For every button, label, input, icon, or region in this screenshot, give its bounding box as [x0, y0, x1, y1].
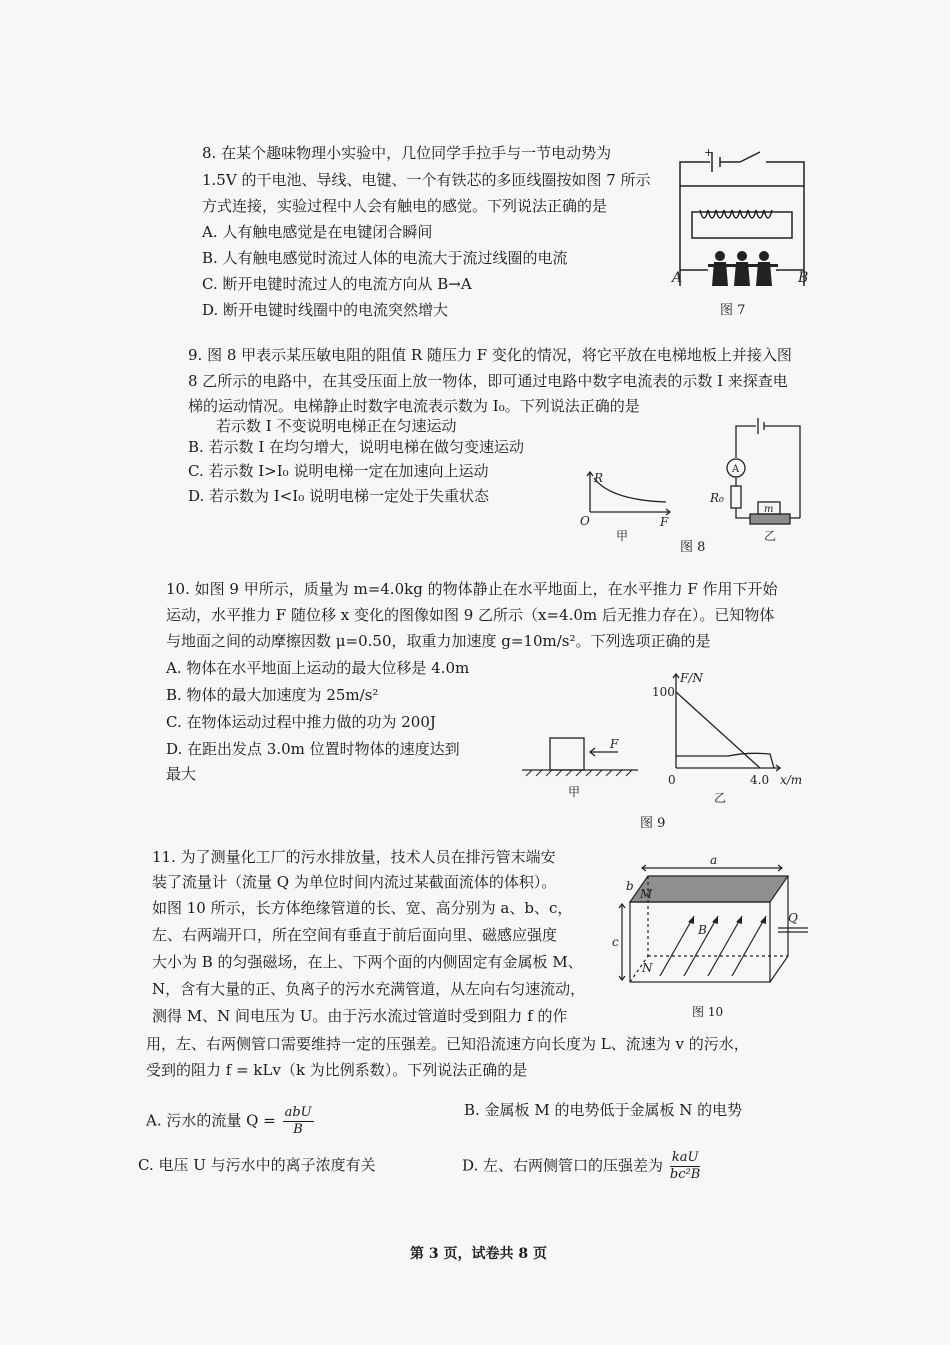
fig10-label-a: a [710, 853, 718, 867]
figure-9b-graph [648, 668, 818, 808]
fig9b-axis-x: x/m [780, 773, 803, 787]
figure-7-circuit [668, 140, 818, 330]
figure-10-pipe [612, 852, 812, 1022]
q10-option-d: D. 在距出发点 3.0m 位置时物体的速度达到 [166, 740, 460, 758]
q11-stem-line: 左、右两端开口，所在空间有垂直于前后面向里、磁感应强度 [152, 926, 558, 944]
fig9b-x-tick: 4.0 [750, 773, 770, 787]
fig9b-y-max: 100 [652, 685, 675, 699]
q11-stem-line: 装了流量计（流量 Q 为单位时间内流过某截面流体的体积）。 [152, 873, 557, 891]
q8-option-a: A. 人有触电感觉是在电键闭合瞬间 [202, 223, 433, 241]
fig8-caption: 图 8 [680, 540, 706, 555]
fig8a-sub-label: 甲 [616, 529, 629, 543]
q9-stem-line: 梯的运动情况。电梯静止时数字电流表示数为 I₀。下列说法正确的是 [188, 397, 640, 415]
q11-stem-line: 大小为 B 的匀强磁场，在上、下两个面的内侧固定有金属板 M、 [152, 953, 583, 971]
fig9a-sub-label: 甲 [568, 785, 581, 799]
fig10-label-c: c [612, 935, 619, 949]
fig9-caption: 图 9 [640, 816, 666, 831]
q10-option-d-cont: 最大 [166, 765, 197, 783]
fig8b-resistor: R₀ [710, 491, 724, 505]
q8-stem-line: 1.5V 的干电池、导线、电键、一个有铁芯的多匝线圈按如图 7 所示 [202, 171, 651, 189]
q11-option-a-text: A. 污水的流量 Q = [146, 1111, 276, 1130]
q9-option-d: D. 若示数为 I<I₀ 说明电梯一定处于失重状态 [188, 487, 489, 505]
q11-stem-line: N，含有大量的正、负离子的污水充满管道，从左向右匀速流动， [152, 980, 586, 998]
q10-option-c: C. 在物体运动过程中推力做的功为 200J [166, 713, 436, 731]
q10-option-b: B. 物体的最大加速度为 25m/s² [166, 686, 379, 704]
q9-stem-line: 8 乙所示的电路中，在其受压面上放一物体，即可通过电路中数字电流表的示数 I 来探查电 [188, 372, 788, 390]
fig9b-origin: 0 [668, 773, 676, 787]
svg-text:+: + [704, 146, 714, 159]
fig7-label-b: B [798, 270, 809, 286]
fig9b-sub-label: 乙 [714, 791, 727, 805]
figure-8b-circuit [704, 414, 808, 574]
q11-option-d-denominator: bc²B [669, 1167, 701, 1182]
q11-option-a [146, 1105, 314, 1138]
fig10-label-m: M [640, 887, 653, 901]
q10-stem-line: 与地面之间的动摩擦因数 μ=0.50，取重力加速度 g=10m/s²。下列选项正确的是 [166, 632, 711, 650]
fig9b-axis-y: F/N [680, 671, 703, 685]
q11-option-a-denominator: B [293, 1122, 303, 1137]
fig8a-axis-x: F [660, 515, 669, 529]
q11-option-a-numerator: abU [284, 1105, 312, 1120]
q11-stem-line: 11. 为了测量化工厂的污水排放量，技术人员在排污管末端安 [152, 848, 556, 866]
q11-option-b: B. 金属板 M 的电势低于金属板 N 的电势 [464, 1101, 743, 1119]
q8-stem-line: 8. 在某个趣味物理小实验中，几位同学手拉手与一节电动势为 [202, 144, 612, 162]
q9-option-a: 若示数 I 不变说明电梯正在匀速运动 [216, 417, 457, 435]
q11-option-c: C. 电压 U 与污水中的离子浓度有关 [138, 1156, 376, 1174]
q8-option-c: C. 断开电键时流过人的电流方向从 B→A [202, 275, 472, 293]
q9-stem-line: 9. 图 8 甲表示某压敏电阻的阻值 R 随压力 F 变化的情况，将它平放在电梯地板上并接入图 [188, 346, 792, 364]
q8-option-b: B. 人有触电感觉时流过人体的电流大于流过线圈的电流 [202, 249, 568, 267]
q11-stem-line: 如图 10 所示，长方体绝缘管道的长、宽、高分别为 a、b、c， [152, 899, 573, 917]
q11-option-d-fraction [670, 1150, 701, 1183]
figure-8a-graph [574, 470, 678, 544]
fig7-caption: 图 7 [720, 303, 746, 318]
q11-stem-line: 用，左、右两侧管口需要维持一定的压强差。已知沿流速方向长度为 L、流速为 v 的污水， [146, 1035, 749, 1053]
fig8a-origin: O [580, 514, 590, 528]
fig10-caption: 图 10 [692, 1005, 724, 1019]
fig10-label-b: b [626, 879, 634, 893]
fig7-label-a: A [672, 270, 683, 286]
fig10-label-n: N [642, 961, 653, 975]
q11-stem-line: 测得 M、N 间电压为 U。由于污水流过管道时受到阻力 f 的作 [152, 1007, 568, 1025]
q10-stem-line: 运动，水平推力 F 随位移 x 变化的图像如图 9 乙所示（x=4.0m 后无推力存在）。已知物体 [166, 606, 775, 624]
q11-option-d [462, 1150, 700, 1183]
fig8b-sub-label: 乙 [764, 529, 777, 543]
q11-option-a-fraction [283, 1105, 314, 1138]
fig8b-ammeter: A [732, 464, 740, 475]
fig10-label-flow: Q [788, 911, 798, 925]
q8-option-d: D. 断开电键时线圈中的电流突然增大 [202, 301, 449, 319]
fig8a-axis-y: R [594, 471, 604, 485]
q11-option-d-numerator: kaU [671, 1150, 699, 1165]
q11-stem-line: 受到的阻力 f = kLv（k 为比例系数）。下列说法正确的是 [146, 1061, 528, 1079]
q9-option-c: C. 若示数 I>I₀ 说明电梯一定在加速向上运动 [188, 462, 489, 480]
q9-option-b: B. 若示数 I 在均匀增大，说明电梯在做匀变速运动 [188, 438, 525, 456]
fig9a-force: F [610, 737, 619, 751]
q8-stem-line: 方式连接，实验过程中人会有触电的感觉。下列说法正确的是 [202, 197, 608, 215]
page-footer: 第 3 页，试卷共 8 页 [410, 1246, 547, 1262]
fig8b-mass: m [764, 504, 774, 515]
q11-option-d-text: D. 左、右两侧管口的压强差为 [462, 1156, 664, 1175]
figure-9a-block [518, 728, 642, 800]
q10-option-a: A. 物体在水平地面上运动的最大位移是 4.0m [166, 659, 470, 677]
q10-stem-line: 10. 如图 9 甲所示，质量为 m=4.0kg 的物体静止在水平地面上，在水平推力 F 作用下开始 [166, 580, 778, 598]
fig10-label-field: B [698, 923, 707, 937]
